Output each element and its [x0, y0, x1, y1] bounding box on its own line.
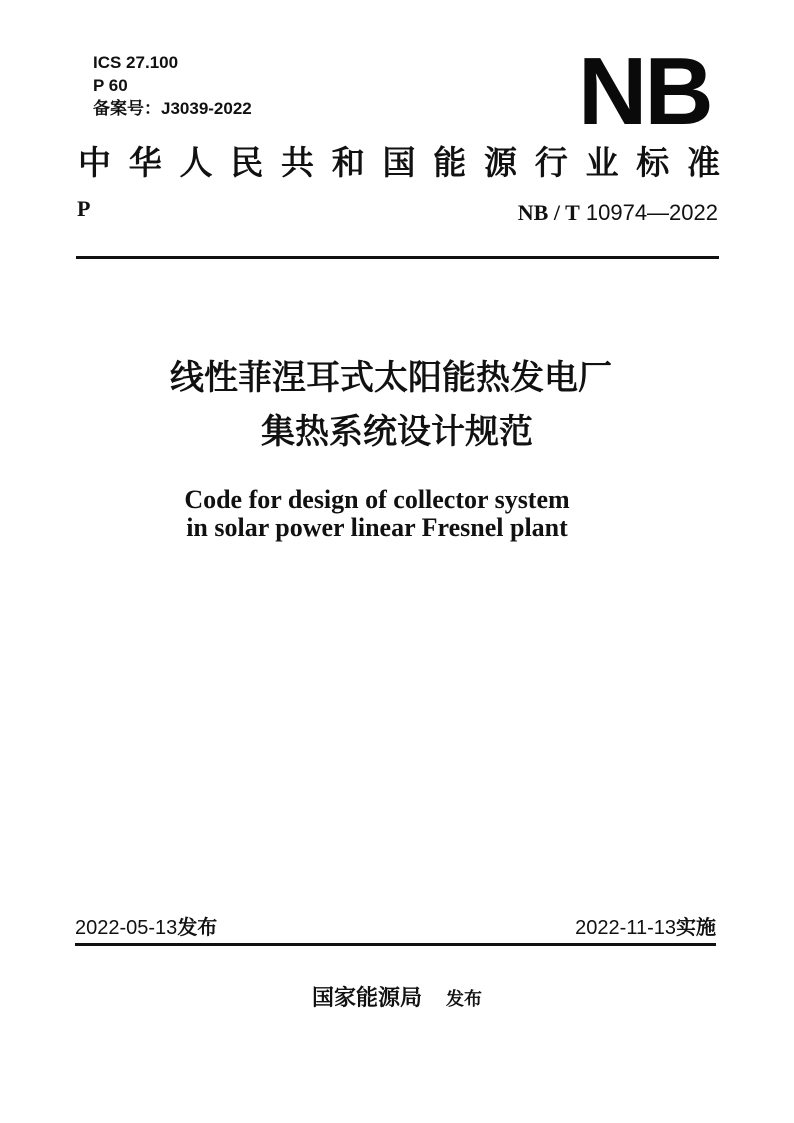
industry-title-char: 中 [78, 143, 111, 182]
industry-title-char: 行 [534, 143, 568, 182]
issue-date-value: 2022-05-13 [75, 917, 178, 939]
issue-date [75, 915, 217, 940]
industry-title-char: 民 [230, 143, 264, 182]
ccs-code: P 60 [93, 76, 128, 95]
industry-title-char: 能 [433, 143, 467, 182]
nb-logo: NB [578, 38, 711, 145]
standard-number-prefix: NB / T [517, 200, 580, 225]
footer-divider [75, 943, 716, 946]
industry-standard-title [78, 141, 720, 185]
implementation-date-label: 实施 [676, 915, 716, 939]
standard-number-value: 10974—2022 [585, 200, 718, 225]
industry-title-char: 华 [128, 143, 162, 182]
implementation-date-value: 2022-11-13 [575, 917, 676, 939]
industry-title-char: 标 [636, 143, 670, 182]
ics-code: ICS 27.100 [93, 53, 179, 72]
industry-title-char: 人 [179, 143, 213, 182]
filing-number: 备案号：J3039-2022 [93, 99, 252, 118]
english-title-line-1: Code for design of collector system [184, 485, 570, 514]
classification-letter: P [77, 196, 91, 221]
industry-title-char: 业 [585, 143, 619, 182]
publisher-action: 发布 [446, 989, 482, 1010]
header-divider [76, 256, 719, 259]
standard-number [518, 200, 718, 226]
industry-title-char: 国 [382, 143, 416, 182]
industry-title-char: 和 [331, 143, 365, 182]
industry-title-char: 准 [687, 143, 720, 182]
issue-date-label: 发布 [177, 915, 218, 939]
chinese-title-line-1: 线性菲涅耳式太阳能热发电厂 [170, 358, 612, 398]
implementation-date [575, 915, 716, 940]
industry-title-char: 共 [281, 143, 314, 182]
publisher [0, 981, 794, 1012]
english-title-line-2: in solar power linear Fresnel plant [186, 513, 568, 542]
publisher-organization: 国家能源局 [311, 986, 422, 1011]
chinese-title-line-2: 集热系统设计规范 [261, 412, 533, 452]
industry-title-char: 源 [484, 143, 517, 182]
